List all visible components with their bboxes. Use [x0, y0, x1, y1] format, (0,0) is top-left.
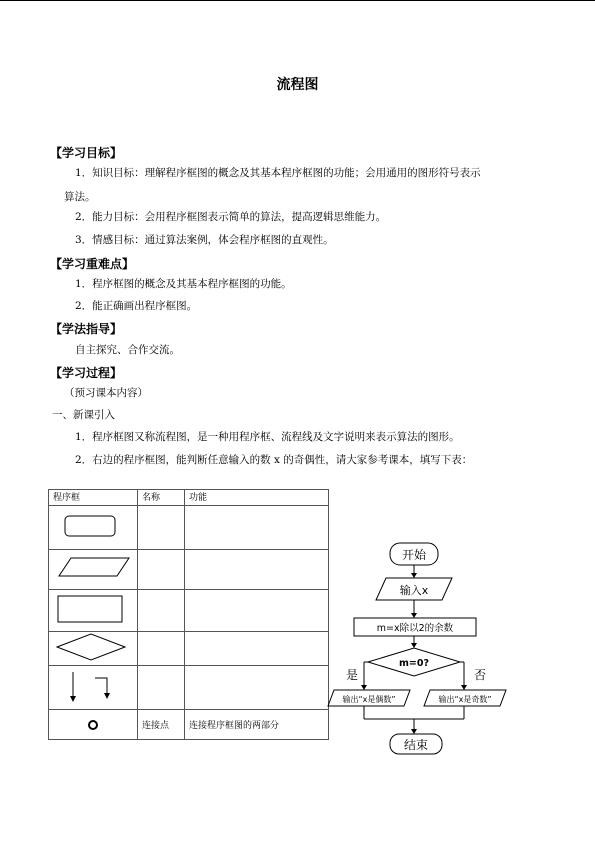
terminal-symbol-icon [53, 506, 133, 546]
top-rule [0, 0, 595, 1]
goal-line-3: 2．能力目标：会用程序框图表示简单的算法，提高逻辑思维能力。 [75, 211, 387, 223]
goal-line-1: 1．知识目标：理解程序框图的概念及其基本程序框图的功能；会用通用的图形符号表示 [75, 167, 481, 179]
table-row [49, 710, 329, 740]
table-row [49, 550, 329, 590]
symbol-table [48, 489, 329, 740]
method-heading: 【学法指导】 [50, 322, 123, 336]
flowchart [326, 535, 516, 765]
key-heading: 【学习重难点】 [50, 257, 135, 271]
output-odd-label: 输出“x是奇数” [438, 695, 492, 704]
table-row [49, 590, 329, 632]
table-row [49, 666, 329, 710]
table-header: 名称 [138, 490, 185, 506]
decision-diamond-icon [53, 632, 133, 662]
no-label: 否 [474, 668, 487, 682]
connector-circle-icon [53, 711, 133, 735]
start-label: 开始 [401, 548, 427, 562]
end-label: 结束 [403, 738, 429, 752]
input-label: 输入x [399, 584, 429, 597]
goal-line-4: 3．情感目标：通过算法案例，体会程序框图的直观性。 [75, 234, 334, 246]
process-rectangle-icon [53, 590, 133, 628]
table-header: 功能 [185, 490, 329, 506]
process-heading: 【学习过程】 [50, 366, 123, 380]
output-even-label: 输出“x是偶数” [342, 695, 396, 704]
process-line-1: （预习课本内容） [64, 387, 148, 399]
table-row [49, 632, 329, 666]
method-line: 自主探究、合作交流。 [75, 344, 180, 356]
process-line-2: 一、新课引入 [52, 409, 115, 421]
process-line-3: 1．程序框图又称流程图，是一种用程序框、流程线及文字说明来表示算法的图形。 [75, 431, 460, 443]
goals-heading: 【学习目标】 [50, 146, 123, 160]
flow-line-arrows-icon [53, 666, 133, 706]
key-line-2: 2．能正确画出程序框图。 [75, 300, 198, 312]
process-label: m=x除以2的余数 [376, 623, 454, 634]
page-title: 流程图 [276, 77, 319, 93]
connector-name: 连接点 [138, 710, 185, 740]
io-parallelogram-icon [53, 550, 133, 586]
table-header-row [49, 490, 329, 506]
connector-function: 连接程序框图的两部分 [185, 710, 329, 740]
yes-label: 是 [346, 668, 359, 682]
goal-line-2: 算法。 [64, 191, 96, 203]
table-row [49, 506, 329, 550]
process-line-4: 2．右边的程序框图，能判断任意输入的数 x 的奇偶性，请大家参考课本，填写下表： [75, 454, 473, 466]
table-header: 程序框 [49, 490, 138, 506]
key-line-1: 1．程序框图的概念及其基本程序框图的功能。 [75, 278, 292, 290]
decision-label: m=0? [399, 658, 429, 669]
